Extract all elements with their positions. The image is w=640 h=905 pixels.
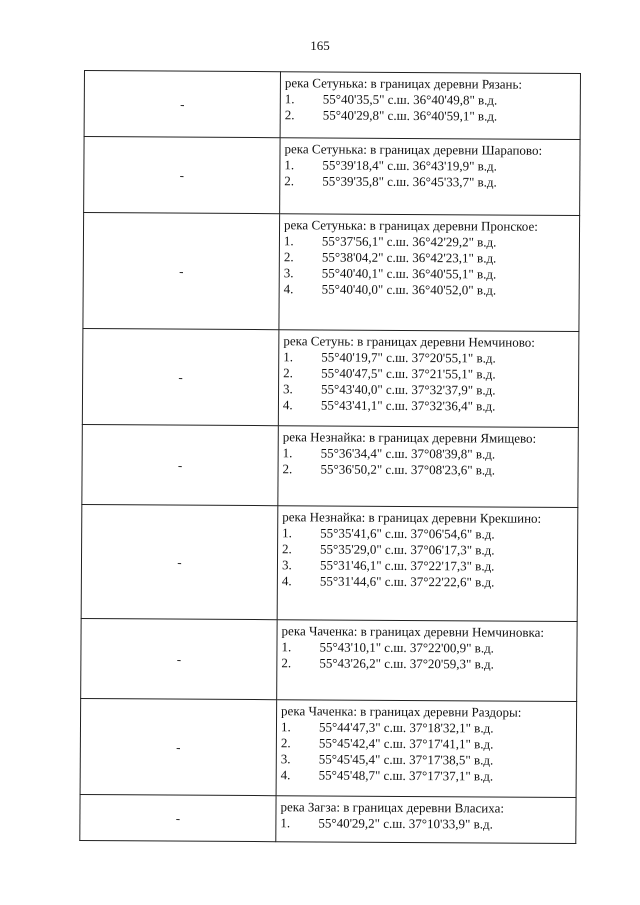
coordinate-value: 55°44'47,3" с.ш. 37°18'32,1" в.д. [318, 719, 494, 736]
row-description [280, 72, 580, 140]
coordinate-line [284, 265, 577, 283]
coordinate-line [282, 573, 575, 591]
coordinate-number: 2. [283, 249, 294, 265]
coordinate-number: 2. [284, 173, 295, 189]
table-row [80, 794, 576, 843]
coordinate-value: 55°36'34,4" с.ш. 37°08'39,8" в.д. [320, 445, 496, 462]
coordinate-value: 55°45'48,7" с.ш. 37°17'37,1" в.д. [318, 767, 494, 784]
coordinate-number: 2. [284, 107, 295, 123]
coordinate-line [282, 557, 575, 575]
coordinate-line [283, 445, 576, 463]
coordinate-line [283, 381, 576, 399]
row-description [276, 700, 577, 798]
coordinate-line [284, 281, 577, 299]
coordinate-line [280, 815, 573, 833]
coordinate-number: 2. [282, 541, 292, 557]
coordinate-value: 55°31'46,1" с.ш. 37°22'17,3" в.д. [319, 557, 495, 574]
coordinate-number: 2. [282, 461, 293, 477]
row-marker: - [80, 698, 277, 795]
table-row [82, 424, 578, 507]
coordinate-line [283, 365, 576, 383]
coordinate-line [281, 751, 574, 769]
river-title: река Незнайка: в границах деревни Крекшино: [282, 509, 542, 526]
coordinate-value: 55°40'19,7" с.ш. 37°20'55,1" в.д. [321, 349, 496, 366]
table-row [82, 328, 579, 427]
coordinate-value: 55°43'26,2" с.ш. 37°20'59,3" в.д. [319, 655, 494, 672]
table-row [81, 618, 577, 701]
row-marker: - [81, 504, 278, 619]
coordinate-number: 2. [283, 365, 293, 381]
river-boundaries-table [79, 70, 581, 844]
row-marker: - [83, 213, 280, 330]
coordinate-number: 1. [283, 233, 294, 249]
row-marker: - [82, 328, 279, 425]
coordinate-line [281, 719, 574, 737]
coordinate-number: 4. [280, 767, 291, 783]
coordinate-value: 55°40'29,8" с.ш. 36°40'59,1" в.д. [322, 107, 498, 124]
coordinate-line [281, 735, 574, 753]
coordinate-number: 1. [282, 525, 292, 541]
coordinate-line [283, 461, 576, 479]
coordinate-line [283, 349, 576, 367]
coordinate-line [285, 107, 578, 125]
coordinate-value: 55°45'45,4" с.ш. 37°17'38,5" в.д. [318, 751, 494, 768]
coordinate-line [281, 639, 574, 657]
coordinate-value: 55°36'50,2" с.ш. 37°08'23,6" в.д. [320, 461, 496, 478]
coordinate-line [284, 173, 577, 191]
row-description [278, 330, 579, 428]
coordinate-number: 4. [282, 397, 293, 413]
coordinate-value: 55°40'40,1" с.ш. 36°40'55,1" в.д. [321, 265, 497, 282]
row-marker: - [82, 424, 278, 505]
river-title: река Сетунь: в границах деревни Немчиново: [283, 333, 536, 350]
coordinate-number: 4. [281, 573, 292, 589]
row-marker: - [80, 794, 276, 841]
coordinate-line [281, 655, 574, 673]
coordinate-number: 3. [283, 265, 294, 281]
row-description [276, 796, 576, 844]
coordinate-number: 3. [283, 381, 293, 397]
coordinate-value: 55°43'10,1" с.ш. 37°22'00,9" в.д. [319, 639, 495, 656]
coordinate-value: 55°35'29,0" с.ш. 37°06'17,3" в.д. [320, 541, 495, 558]
river-title: река Сетунька: в границах деревни Рязань: [284, 75, 523, 92]
river-title: река Загза: в границах деревни Власиха: [280, 799, 505, 816]
river-title: река Чаченка: в границах деревни Раздоры: [281, 703, 522, 720]
coordinate-line [281, 767, 574, 785]
coordinate-number: 1. [283, 349, 294, 365]
coordinate-value: 55°40'35,5" с.ш. 36°40'49,8" в.д. [322, 91, 498, 108]
coordinate-number: 1. [280, 815, 291, 831]
coordinate-number: 3. [281, 557, 292, 573]
coordinate-line [284, 157, 577, 175]
table-body [80, 71, 581, 844]
coordinate-number: 4. [283, 281, 294, 297]
coordinate-value: 55°45'42,4" с.ш. 37°17'41,1" в.д. [318, 735, 494, 752]
river-title: река Незнайка: в границах деревни Ямищево: [282, 429, 537, 446]
coordinate-value: 55°40'29,2" с.ш. 37°10'33,9" в.д. [318, 815, 493, 832]
row-description [280, 138, 580, 216]
row-description [277, 506, 578, 622]
coordinate-value: 55°43'40,0" с.ш. 37°32'37,9" в.д. [321, 381, 496, 398]
river-title: река Сетунька: в границах деревни Пронское: [284, 217, 538, 234]
table-row [84, 137, 580, 216]
coordinate-number: 1. [284, 91, 295, 107]
table-row [84, 71, 580, 140]
coordinate-value: 55°40'47,5" с.ш. 37°21'55,1" в.д. [321, 365, 496, 382]
coordinate-value: 55°35'41,6" с.ш. 37°06'54,6" в.д. [320, 525, 495, 542]
row-description [279, 214, 580, 332]
coordinate-value: 55°39'35,8" с.ш. 36°45'33,7" в.д. [322, 173, 497, 190]
coordinate-number: 1. [280, 719, 291, 735]
page-number: 165 [310, 38, 330, 53]
row-marker: - [84, 71, 280, 138]
coordinate-line [282, 541, 575, 559]
coordinate-value: 55°38'04,2" с.ш. 36°42'23,1" в.д. [321, 249, 497, 266]
table-row [83, 213, 580, 332]
coordinate-value: 55°43'41,1" с.ш. 37°32'36,4" в.д. [320, 397, 496, 414]
coordinate-line [284, 233, 577, 251]
coordinate-number: 1. [282, 445, 293, 461]
coordinate-line [282, 525, 575, 543]
coordinate-value: 55°40'40,0" с.ш. 36°40'52,0" в.д. [321, 281, 497, 298]
coordinate-line [283, 397, 576, 415]
coordinate-line [284, 249, 577, 267]
row-description [277, 620, 577, 702]
river-title: река Сетунька: в границах деревни Шарапово: [284, 141, 543, 158]
coordinate-number: 1. [284, 157, 295, 173]
coordinate-value: 55°37'56,1" с.ш. 36°42'29,2" в.д. [321, 233, 497, 250]
river-title: река Чаченка: в границах деревни Немчиновка: [281, 623, 545, 640]
coordinate-value: 55°31'44,6" с.ш. 37°22'22,6" в.д. [319, 573, 495, 590]
coordinate-number: 2. [280, 735, 291, 751]
coordinate-number: 1. [281, 639, 292, 655]
coordinate-line [285, 91, 578, 109]
table-row [81, 504, 578, 621]
coordinate-number: 3. [280, 751, 291, 767]
row-marker: - [81, 618, 277, 699]
row-description [278, 426, 578, 508]
table-row [80, 698, 577, 797]
row-marker: - [84, 137, 280, 214]
coordinate-value: 55°39'18,4" с.ш. 36°43'19,9" в.д. [322, 157, 497, 174]
coordinate-number: 2. [281, 655, 292, 671]
